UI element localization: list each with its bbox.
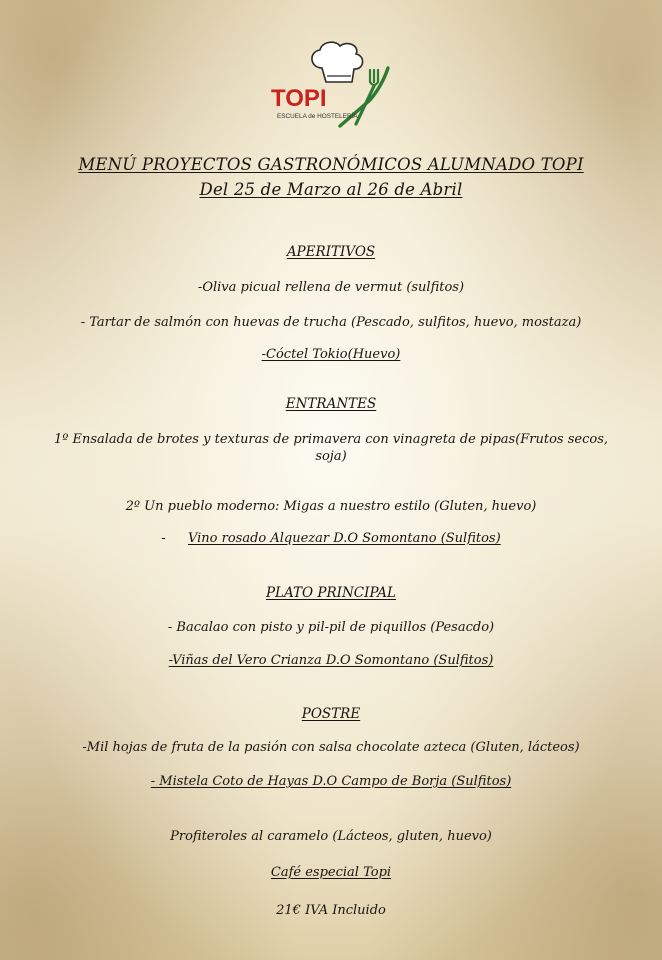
logo-brand-text: TOPI bbox=[271, 85, 327, 112]
aperitivo-item-3: -Cóctel Tokio(Huevo) bbox=[261, 347, 401, 362]
entrante-wine-row bbox=[0, 531, 662, 547]
topi-logo bbox=[270, 38, 395, 130]
section-heading-postre: POSTRE bbox=[301, 706, 361, 722]
section-heading-plato-principal: PLATO PRINCIPAL bbox=[265, 585, 397, 601]
postre-wine: - Mistela Coto de Hayas D.O Campo de Borja (Sulfitos) bbox=[150, 774, 512, 789]
price-text: 21€ IVA Incluido bbox=[276, 903, 386, 918]
principal-wine: -Viñas del Vero Crianza D.O Somontano (Sulfitos) bbox=[168, 653, 494, 668]
section-heading-aperitivos: APERITIVOS bbox=[286, 244, 376, 260]
menu-dates: Del 25 de Marzo al 26 de Abril bbox=[199, 180, 463, 199]
entrante-wine: Vino rosado Alquezar D.O Somontano (Sulfitos) bbox=[187, 531, 501, 546]
principal-item: - Bacalao con pisto y pil-pil de piquillos (Pesacdo) bbox=[167, 620, 495, 635]
coffee-item: Café especial Topi bbox=[270, 865, 392, 880]
menu-title: MENÚ PROYECTOS GASTRONÓMICOS ALUMNADO TOPI bbox=[78, 155, 584, 174]
aperitivo-item-2: - Tartar de salmón con huevas de trucha (Pescado, sulfitos, huevo, mostaza) bbox=[80, 315, 582, 330]
entrante-item-2: 2º Un pueblo moderno: Migas a nuestro estilo (Gluten, huevo) bbox=[125, 499, 537, 514]
logo-subtitle: ESCUELA de HOSTELERÍA bbox=[277, 113, 358, 120]
entrante-item-1-line-2: soja) bbox=[315, 449, 347, 464]
entrante-item-1-line-1: 1º Ensalada de brotes y texturas de primavera con vinagreta de pipas(Frutos secos, bbox=[53, 432, 609, 447]
entrante-wine-dash: - bbox=[161, 531, 166, 546]
section-heading-entrantes: ENTRANTES bbox=[285, 396, 377, 412]
chef-hat-fork-knife-icon bbox=[270, 38, 395, 130]
profiteroles-item: Profiteroles al caramelo (Lácteos, gluten, huevo) bbox=[170, 829, 492, 844]
aperitivo-item-1: -Oliva picual rellena de vermut (sulfitos) bbox=[197, 280, 465, 295]
postre-item: -Mil hojas de fruta de la pasión con salsa chocolate azteca (Gluten, lácteos) bbox=[82, 740, 580, 755]
